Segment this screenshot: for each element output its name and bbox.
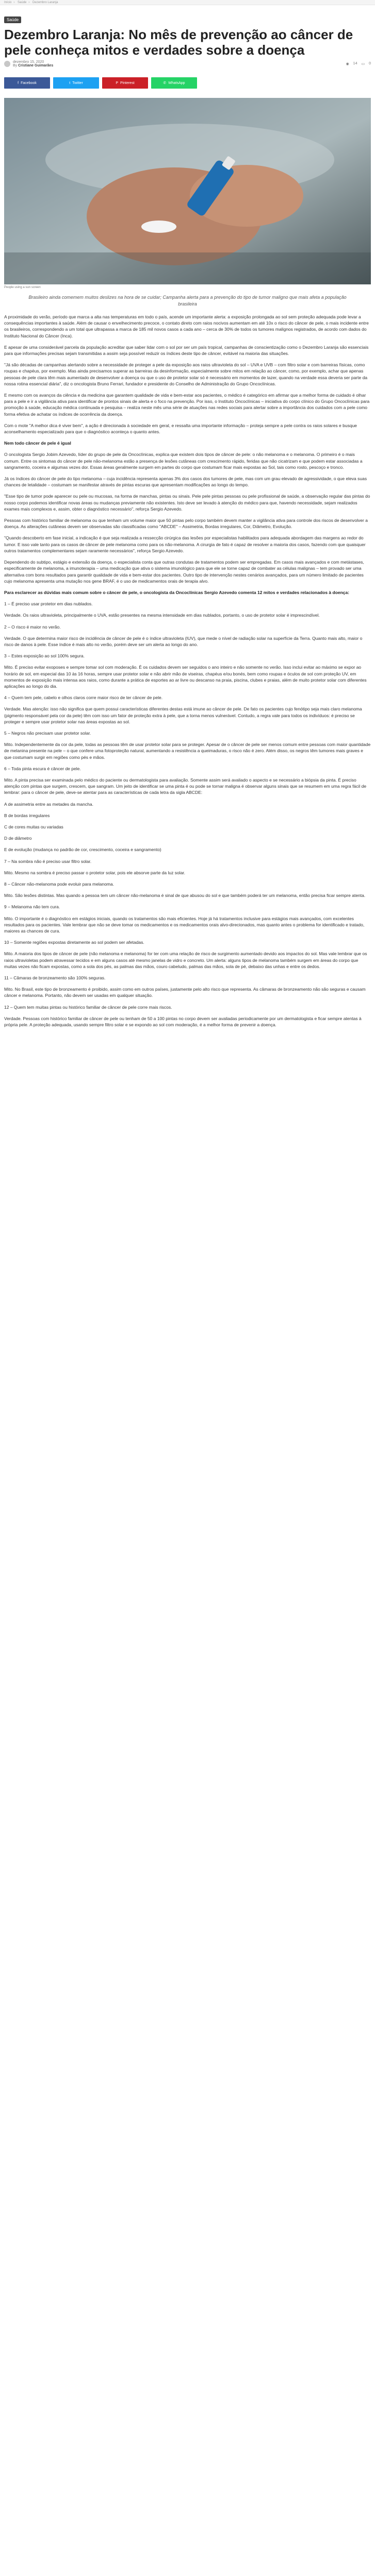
- pinterest-share-button[interactable]: P Pinterest: [102, 77, 148, 89]
- article-meta: [4, 60, 371, 68]
- section-heading: Nem todo câncer de pele é igual: [4, 440, 71, 446]
- paragraph: "Quando descoberto em fase inicial, a indicação é que seja realizada a ressecção cirúrgica das lesões por especialistas habilitados para adequada abordagem das margens ao redor do tumor. E isso vale tanto para os casos de câncer de pele melanoma como para os não-melanoma. A cirurgia de fato é capaz de resolver a maioria dos casos, fazendo com que quaisquer outros tratamentos complementares sejam raramente necessários", reforça Sergio Azevedo.: [4, 535, 366, 553]
- publish-date: dezembro 15, 2020: [13, 60, 44, 64]
- paragraph: "Já são décadas de campanhas alertando sobre a necessidade de proteger a pele da exposição aos raios ultravioleta do sol – UVA e UVB – com filtro solar e com barreiras físicas, como roupas e chapéus, por exemplo. Mas ainda precisamos superar as barreiras da desinformação, especialmente sobre mitos em relação ao câncer, como, por exemplo, achar que apenas pessoas de pele clara têm mais aumentado de desenvolver a doença ou que o uso de protetor solar só é necessário em momentos de lazer, quando na verdade essa deveria ser parte da nossa rotina essencial diária", diz o oncologista Bruno Ferrari, fundador e presidente do Conselho de Administração do Grupo Oncoclínicas.: [4, 362, 368, 386]
- myth-question: 11 – Câmaras de bronzeamento são 100% seguras.: [4, 975, 106, 981]
- myth-question: 10 – Somente regiões expostas diretamente ao sol podem ser afetadas.: [4, 940, 144, 945]
- myth-question: 6 – Toda pinta escura é câncer de pele.: [4, 766, 81, 771]
- author-prefix: By: [13, 64, 18, 67]
- share-bar: [4, 77, 371, 89]
- comment-count[interactable]: 0: [369, 62, 371, 65]
- paragraph: Dependendo do subtipo, estágio e extensão da doença, o especialista conta que outras condutas de tratamentos podem ser empregadas. Em casos mais avançados e com metástases, especificamente de melanoma, a imunoterapia – uma medicação que ativa o sistema imunológico para que ele se torne capaz de combater as células malignas – tem provado ser uma alternativa com bons resultados para garantir qualidade de vida e bem-estar dos pacientes. Outro tipo de intervenção nestes cenários avançados, para um número limitado de pacientes cujo melanoma apresenta uma mutação nos gene BRAF, é o uso de medicamentos orais de terapia alvo.: [4, 560, 364, 584]
- paragraph: E de evolução (mudança no padrão de cor, crescimento, coceira e sangramento): [4, 847, 161, 853]
- breadcrumb-item[interactable]: Início: [4, 1, 12, 4]
- paragraph: Mito. Mesmo na sombra é preciso passar o protetor solar, pois ele absorve parte da luz solar.: [4, 870, 186, 875]
- sunscreen-photo: [4, 98, 371, 284]
- myth-question: 5 – Negros não precisam usar protetor solar.: [4, 730, 91, 736]
- eye-icon: ◉: [346, 62, 349, 66]
- paragraph: Verdade. O que determina maior risco de incidência de câncer de pele é o índice ultravioleta (IUV), que mede o nível de radiação solar na superfície da Terra. Quanto mais alto, maior o risco de danos à pele. Esse índice é mais alto no verão, porém deve ser um alerta ao longo do ano.: [4, 635, 363, 647]
- twitter-icon: t: [69, 81, 71, 85]
- paragraph: Mito. É preciso evitar exoposes e sempre tomar sol com moderação. É os cuidados devem ser seguidos o ano inteiro e não somente no verão. Isso inclui evitar ao máximo se expor ao horário de sol, em especial das 10 às 16 horas, sempre usar protetor solar e não abrir mão de viseiras, chapéus e/ou bonés, bem como roupas e óculos de sol com proteção UV, em momentos de exposição mais intensa aos raios, como durante a prática de esportes ao ar livre ou descanso na praia, piscina, clubes e praias, além de muito protetor solar com diferentes aplicações ao longo do dia.: [4, 665, 367, 689]
- myth-question: 4 – Quem tem pele, cabelo e olhos claros corre maior risco de ter câncer de pele.: [4, 695, 163, 701]
- paragraph: Verdade. Os raios ultravioleta, principalmente o UVA, estão presentes na mesma intensidade em dias nublados, portanto, o uso de protetor solar é imprescindível.: [4, 613, 320, 618]
- paragraph: A de assimetria entre as metades da mancha.: [4, 801, 93, 807]
- article-body: [4, 314, 371, 1028]
- view-count: 14: [353, 62, 357, 65]
- whatsapp-share-button[interactable]: ✆ WhatsApp: [151, 77, 197, 89]
- paragraph: "Esse tipo de tumor pode aparecer ou pele ou mucosas, na forma de manchas, pintas ou sinais. Pele pele pintas pessoas ou pele profissional de saúde, a observação regular das pintas do nosso corpo podemos identificar novas áreas ou mudanças previamente não existentes. Isto deve ser levado à atenção do médico para que, havendo necessidade, sejam realizados exames mais complexos e, assim, obter o diagnóstico necessário", reforça Sergio Azevedo.: [4, 494, 370, 512]
- article-lead: Brasileiro ainda comemem muitos deslizes na hora de se cuidar; Campanha alerta para a prevenção do tipo de tumor maligno que mais afeta a população brasileira: [28, 295, 347, 307]
- paragraph: O oncologista Sergio Jobim Azevedo, líder do grupo de pele da Oncoclínicas, explica que existem dois tipos de câncer de pele: o não melanoma e o melanoma. O primeiro é o mais comum. Entre os sintomas do câncer de pele não-melanoma estão a presença de lesões cutâneas com crescimento rápido, feridas que não cicatrizam e que podem estar associadas a sangramento, coceira e algumas vezes dor. Essas áreas geralmente surgem em partes do corpo que costumam ficar mais expostas ao Sol, tais como rosto, pescoço e tronco.: [4, 452, 363, 470]
- comment-icon[interactable]: ▭: [361, 62, 365, 66]
- paragraph: Verdade. Mas atenção: isso não significa que quem possui características diferentes destas está imune ao câncer de pele. De fato os pacientes cujo fenótipo seja mais claro melanoma (pigmento responsável pela cor da pele) têm com isso um fator de proteção extra à pele, que a torna menos vulnerável. Contudo, a regra vale para todos os indivíduos: é preciso se proteger e sempre usar protetor solar nas áreas expostas ao sol.: [4, 706, 362, 724]
- paragraph: Mito. No Brasil, este tipo de bronzeamento é proibido, assim como em outros países, justamente pelo alto risco que representa. As câmaras de bronzeamento não são seguras e causam câncer e melanoma. Portanto, não devem ser usadas em qualquer situação.: [4, 987, 366, 998]
- myth-question: 12 – Quem tem muitas pintas ou histórico familiar de câncer de pele corre mais riscos.: [4, 1004, 172, 1010]
- paragraph: Já os índices do câncer de pele do tipo melanoma – cuja incidência representa apenas 3% dos casos dos tumores de pele, mas com um grau elevado de agressividade, o que eleva suas chances de letalidade – costumam se manifestar através de pintas escuras que apresentam modificações ao longo do tempo.: [4, 476, 367, 488]
- myth-question: 3 – Estes exposição ao sol 100% segura.: [4, 653, 85, 659]
- category-badge[interactable]: Saúde: [4, 16, 21, 23]
- facebook-icon: f: [18, 81, 19, 85]
- paragraph: C de cores muitas ou variadas: [4, 824, 63, 829]
- facebook-share-button[interactable]: f Facebook: [4, 77, 50, 89]
- myth-question: 8 – Câncer não-melanoma pode evoluir para melanoma.: [4, 882, 115, 887]
- paragraph: Mito. A maioria dos tipos de câncer de pele (não melanoma e melanoma) for ter com uma relação de risco de surgimento aumentado devido aos impactos do sol. Mas vale lembrar que os raios ultravioletas podem atravessar tecidos e em alguns casos até mesmo janelas de vidro e concreto. Um alerta: alguns tipos de melanoma também surgem em áreas do corpo que muitas vezes não ficam expostas, como a sola dos pés, as palmas das mãos, couro cabeludo, palmas das mãos, sola de pé, debaixo das unhas e entre os dedos.: [4, 951, 367, 969]
- paragraph: Mito. Independentemente da cor da pele, todas as pessoas têm de usar protetor solar para se proteger. Apesar de o câncer de pele ser menos comum entre pessoas com maior quantidade de melanina presente na pele – o que confere uma fotoproteção natural, aumentando a resistência a queimaduras, o risco não é zero. Além disso, os negros têm tumores mais graves e que costumam surgir em regiões como pés e mãos.: [4, 742, 371, 760]
- avatar: [4, 61, 10, 67]
- myth-question: 2 – O risco é maior no verão.: [4, 624, 61, 630]
- breadcrumb-item[interactable]: Saúde: [18, 1, 27, 4]
- page-title: Dezembro Laranja: No mês de prevenção ao câncer de pele conheça mitos e verdades sobre a doença: [4, 27, 353, 58]
- twitter-share-button[interactable]: t Twitter: [53, 77, 99, 89]
- paragraph: Com o mote "A melhor dica é viver bem", a ação é direcionada à sociedade em geral, e ressalta uma importante informação – proteja sempre a pele contra os raios solares e busque aconselhamento especializado para que o diagnóstico aconteça o quanto antes.: [4, 422, 357, 435]
- paragraph: E mesmo com os avanços da ciência e da medicina que garantem qualidade de vida e bem-estar aos pacientes, o médico é categórico em afirmar que a melhor forma de cuidado é olhar para a pele e ir a vigilância ativa para identificar de prontos sinais de alerta e o foco na prevenção. Por isso, o Instituto Oncoclínicas – iniciativa do corpo clínico do Grupo Oncoclínicas para promoção à saúde, educação médica continuada e pesquisa – realiza neste mês uma série de atuações nas redes sociais para alertar sobre a importância dos cuidados com a pele como forma efetiva de achatar os índices de ocorrência da doença.: [4, 393, 370, 417]
- paragraph: Pessoas com histórico familiar de melanoma ou que tenham um volume maior que 50 pintas pelo corpo também devem manter a vigilância ativa para controle dos riscos de desenvolver a doença. As alterações cutâneas devem ser observadas são classificadas como "ABCDE" – Assimetria, Bordas irregulares, Cor, Diâmetro, Evolução.: [4, 518, 368, 530]
- section-heading: Para esclarecer as dúvidas mais comum sobre o câncer de pele, o oncologista da Oncoclínicas Sergio Azevedo comenta 12 mitos e verdades relacionados à doença:: [4, 589, 350, 595]
- breadcrumb-item: Dezembro Laranja: [32, 1, 58, 4]
- myth-question: 7 – Na sombra não é preciso usar filtro solar.: [4, 858, 92, 864]
- image-caption: People using a sun screen: [4, 286, 41, 289]
- whatsapp-icon: ✆: [163, 81, 167, 85]
- paragraph: Mito. O importante é o diagnóstico em estágios iniciais, quando os tratamentos são mais eficientes. Hoje já há tratamentos inclusive para estágios mais avançados, com excelentes resultados para os pacientes. Vale lembrar que não se deve tomar os medicamentos e os medicamentos orais alvo-direcionados, mas quanto antes o problema for identificado e tratado, maiores as chances de cura.: [4, 916, 365, 934]
- paragraph: Verdade. Pessoas com histórico familiar de câncer de pele ou tenham de 50 a 100 pintas no corpo devem ser avaliadas periodicamente por um dermatologista e ficar sempre atentas à própria pele. A proteção adequada, usando sempre filtro solar e se expondo ao sol com moderação, é a melhor forma de prevenir a doença.: [4, 1015, 362, 1028]
- paragraph: D de diâmetro: [4, 836, 32, 841]
- pinterest-icon: P: [116, 81, 119, 85]
- paragraph: E apesar de uma considerável parcela da população acreditar que saber lidar com o sol por ser um país tropical, campanhas de conscientização como o Dezembro Laranja são essenciais para que informações precisas sejam transmitidas a assim seja possível reduzir os índices deste tipo de câncer, evitável na maioria das situações.: [4, 344, 369, 357]
- author-name[interactable]: Cristiane Guimarães: [18, 64, 54, 67]
- hero-image: [4, 98, 371, 284]
- paragraph: A proximidade do verão, período que marca a alta nas temperaturas em todo o país, acende um importante alerta: a exposição prolongada ao sol sem proteção adequada pode levar a consequências importantes à saúde. Além de causar o envelhecimento precoce, o contato direto com raios nocivos aumentam em até 10x o risco do câncer de pele, o mais incidente entre os brasileiros, correspondendo a um total que ultrapassa a marca de 185 mil novos casos a cada ano – cerca de 30% de todos os tumores malignos registrados, de acordo com dados do Instituto Nacional do Câncer (Inca).: [4, 314, 369, 338]
- breadcrumb: Início › Saúde › Dezembro Laranja: [0, 0, 375, 5]
- paragraph: Mito. São lesões distintas. Mas quando a pessoa tem um câncer não-melanoma é sinal de que abusou do sol e que também poderá ter um melanoma, então precisa ficar sempre atenta.: [4, 893, 366, 899]
- paragraph: Mito. A pinta precisa ser examinada pelo médico do paciente ou dermatologista para avaliação. Somente assim será avaliado o aspecto e se necessário a biópsia da pinta. É preciso atenção com pintas que surgem, crescem, que sangram. Um jeito de identificar se uma pinta é ou pode se tornar maligna é observar alguns sinais que se resumem em uma regra fácil de lembrar: para o câncer de pele, deve-se atentar para as características de cada letra da sigla ABCDE:: [4, 777, 367, 795]
- myth-question: 9 – Melanoma não tem cura.: [4, 904, 60, 910]
- myth-question: 1 – É preciso usar protetor em dias nublados.: [4, 601, 93, 607]
- paragraph: B de bordas irregulares: [4, 812, 50, 818]
